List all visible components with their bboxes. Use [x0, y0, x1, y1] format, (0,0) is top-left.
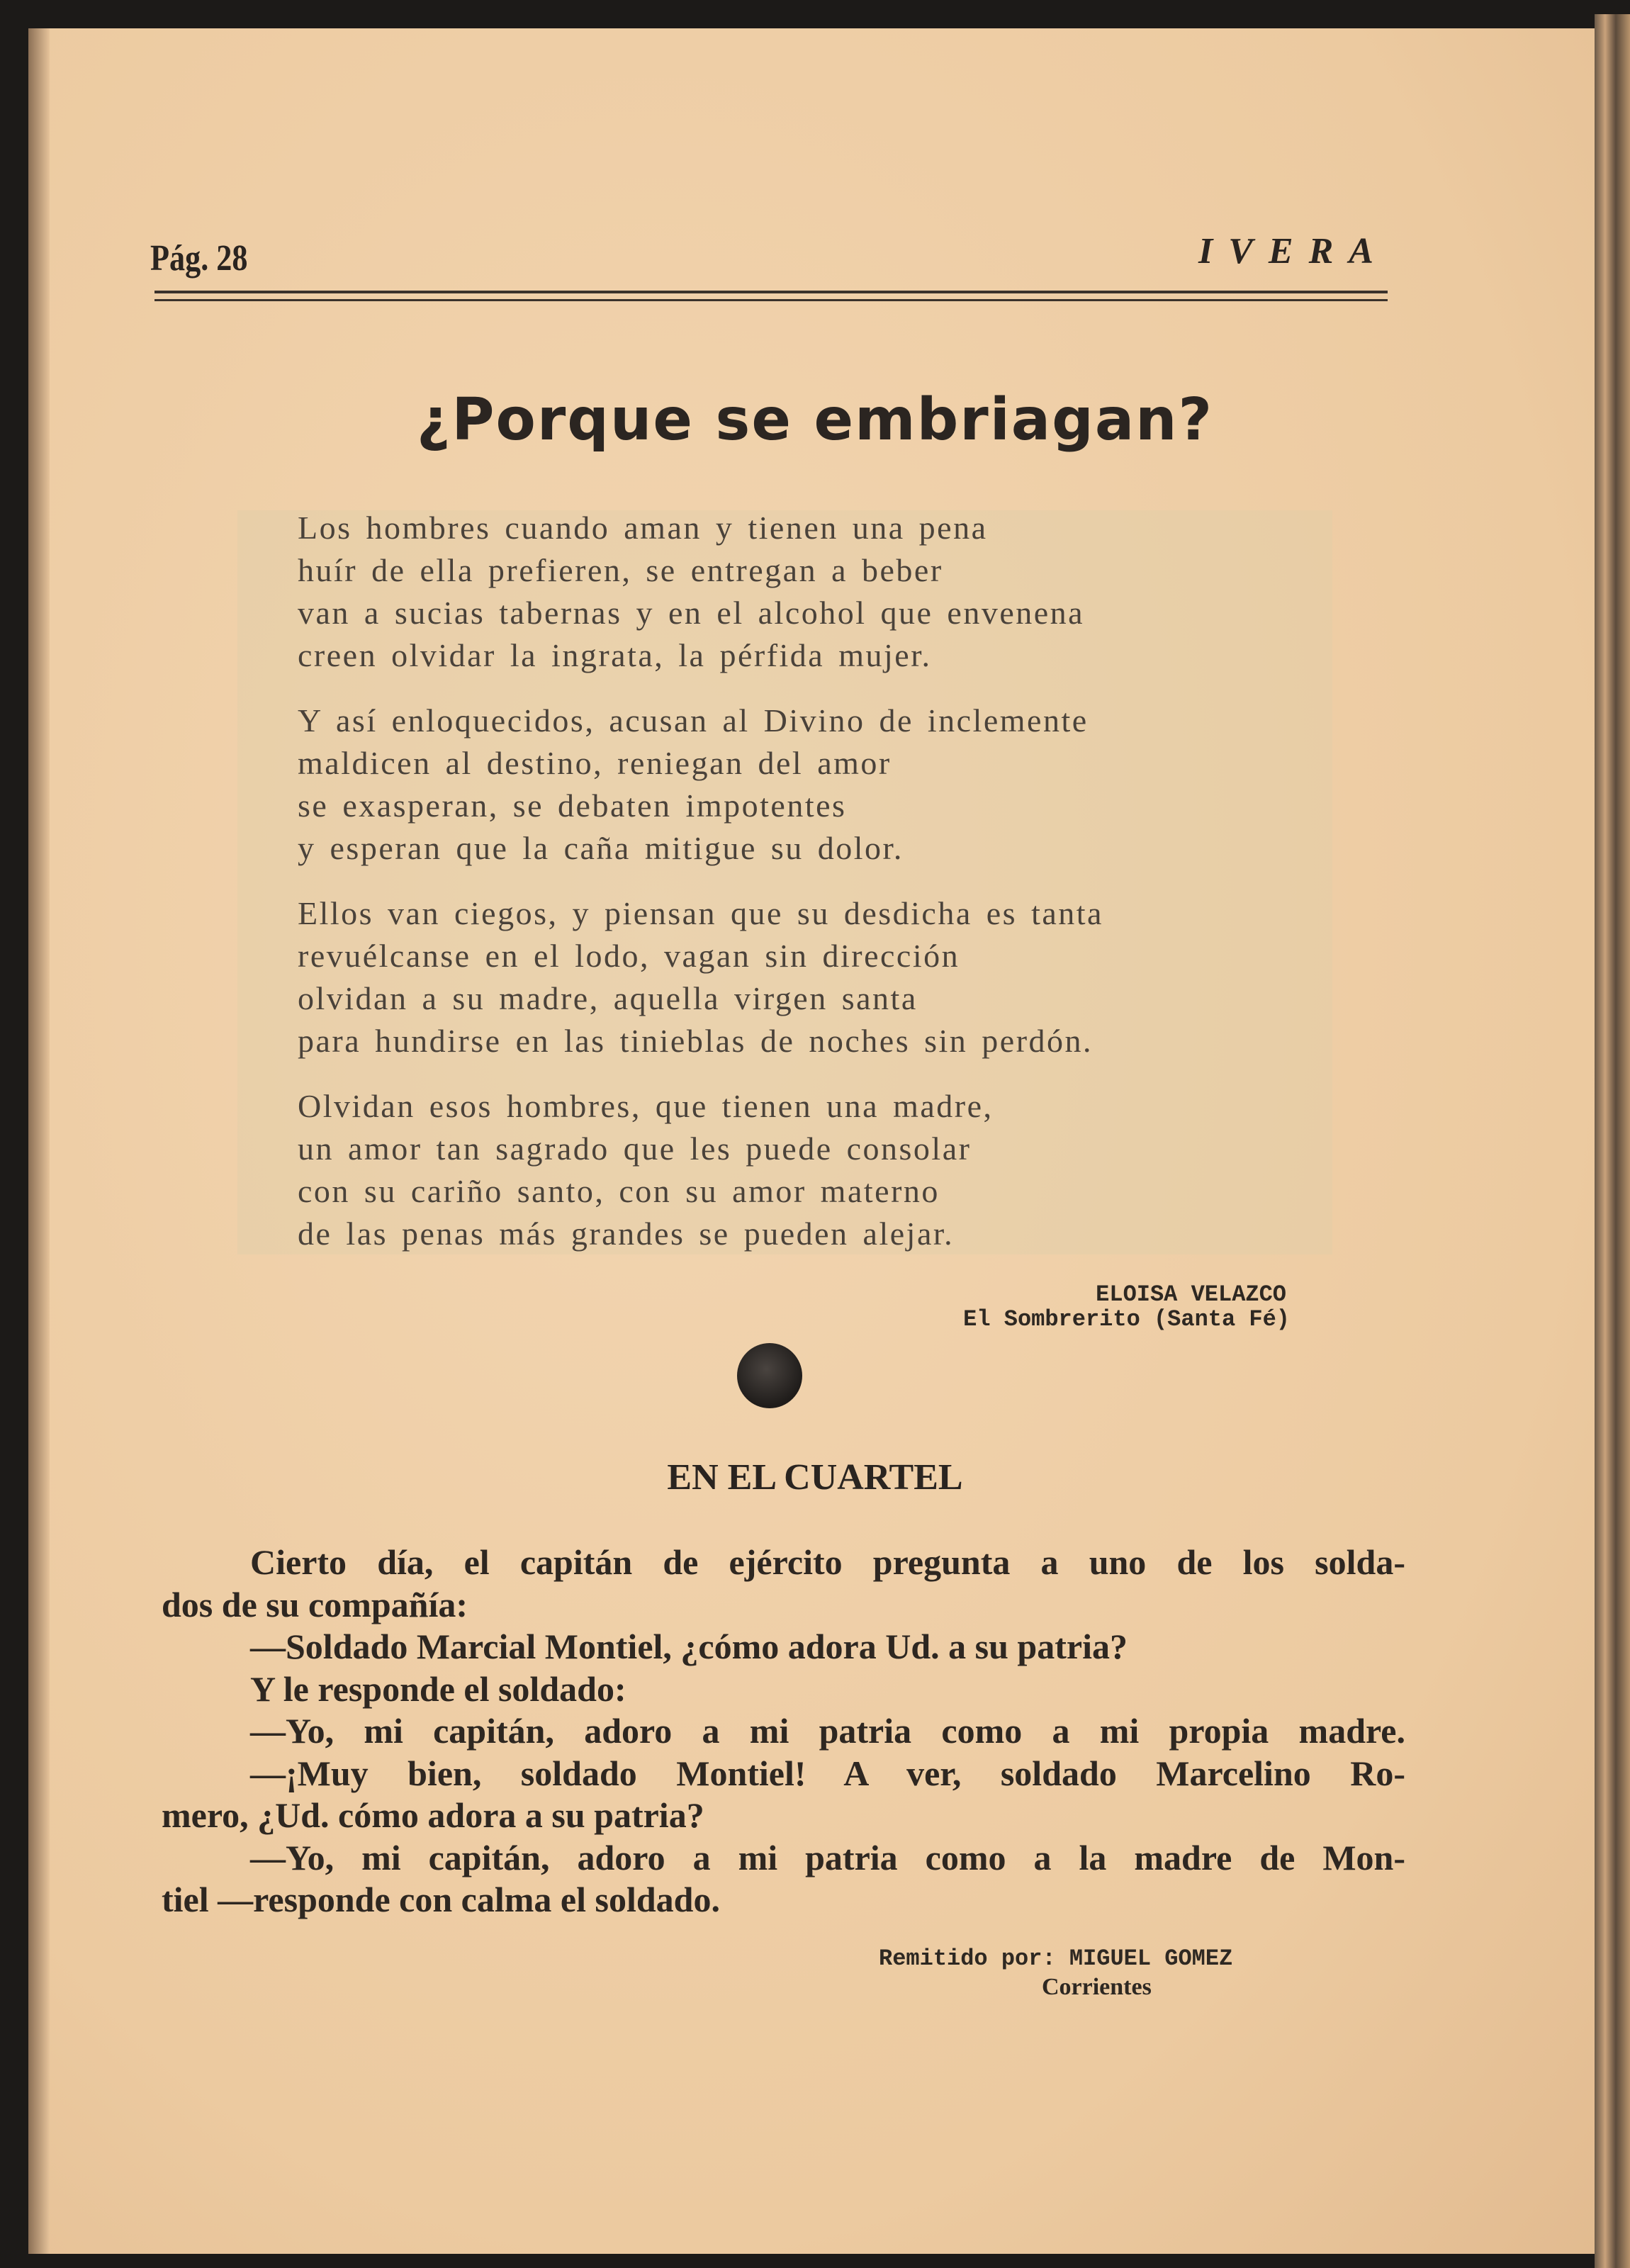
- poem-line: Los hombres cuando aman y tienen una pena: [298, 510, 988, 546]
- poem-line: revuélcanse en el lodo, vagan sin dirección: [298, 938, 960, 974]
- page-left-edge: [28, 28, 50, 2254]
- poem-body: [298, 507, 1103, 1278]
- poem-line: huír de ella prefieren, se entregan a beber: [298, 552, 943, 588]
- sender-location: Corrientes: [1042, 1974, 1152, 2000]
- poem-line: un amor tan sagrado que les puede consolar: [298, 1130, 972, 1167]
- story-line: —Yo, mi capitán, adoro a mi patria como a la madre de Mon-: [250, 1837, 1405, 1877]
- poem-line: olvidan a su madre, aquella virgen santa: [298, 980, 918, 1016]
- story-line: Y le responde el soldado:: [250, 1668, 626, 1709]
- stanza: [298, 507, 1103, 677]
- page-number: Pág. 28: [150, 238, 248, 279]
- story-line: Cierto día, el capitán de ejército pregunta a uno de los solda-: [250, 1542, 1405, 1582]
- poem-line: y esperan que la caña mitigue su dolor.: [298, 830, 904, 866]
- stanza: [298, 892, 1103, 1062]
- poem-line: creen olvidar la ingrata, la pérfida mujer.: [298, 637, 932, 673]
- header-rule: [154, 299, 1388, 301]
- story-body: [162, 1542, 1405, 1921]
- poem-line: para hundirse en las tinieblas de noches sin perdón.: [298, 1023, 1094, 1059]
- poem-line: Ellos van ciegos, y piensan que su desdicha es tanta: [298, 895, 1103, 931]
- page-stack-edge: [1595, 14, 1630, 2268]
- header-rule: [154, 291, 1388, 293]
- poem-line: van a sucias tabernas y en el alcohol que envenena: [298, 595, 1085, 631]
- story-title: EN EL CUARTEL: [667, 1457, 963, 1498]
- poem-author: ELOISA VELAZCO: [1096, 1281, 1286, 1308]
- sender-credit: [879, 1946, 1232, 1972]
- stanza: [298, 700, 1103, 870]
- poem-line: Olvidan esos hombres, que tienen una madre,: [298, 1088, 994, 1124]
- poem-line: con su cariño santo, con su amor materno: [298, 1173, 940, 1209]
- story-line: tiel —responde con calma el soldado.: [162, 1880, 720, 1919]
- poem-line: de las penas más grandes se pueden alejar.: [298, 1216, 955, 1252]
- story-line: —Yo, mi capitán, adoro a mi patria como a mi propia madre.: [250, 1711, 1405, 1751]
- story-line: dos de su compañía:: [162, 1584, 468, 1624]
- sender-name: MIGUEL GOMEZ: [1069, 1946, 1233, 1972]
- story-line: mero, ¿Ud. cómo adora a su patria?: [162, 1795, 704, 1835]
- story-line: —¡Muy bien, soldado Montiel! A ver, soldado Marcelino Ro-: [250, 1753, 1405, 1793]
- story-line: —Soldado Marcial Montiel, ¿cómo adora Ud. a su patria?: [250, 1627, 1128, 1666]
- stanza: [298, 1085, 1103, 1255]
- poem-line: maldicen al destino, reniegan del amor: [298, 745, 892, 781]
- sender-label: Remitido por:: [879, 1946, 1056, 1972]
- poem-line: se exasperan, se debaten impotentes: [298, 787, 847, 824]
- poem-location: El Sombrerito (Santa Fé): [963, 1306, 1290, 1332]
- poem-title: ¿Porque se embriagan?: [416, 386, 1214, 454]
- magazine-name: IVERA: [1198, 231, 1389, 271]
- poem-line: Y así enloquecidos, acusan al Divino de inclemente: [298, 702, 1089, 739]
- ornament-circle: [737, 1343, 802, 1408]
